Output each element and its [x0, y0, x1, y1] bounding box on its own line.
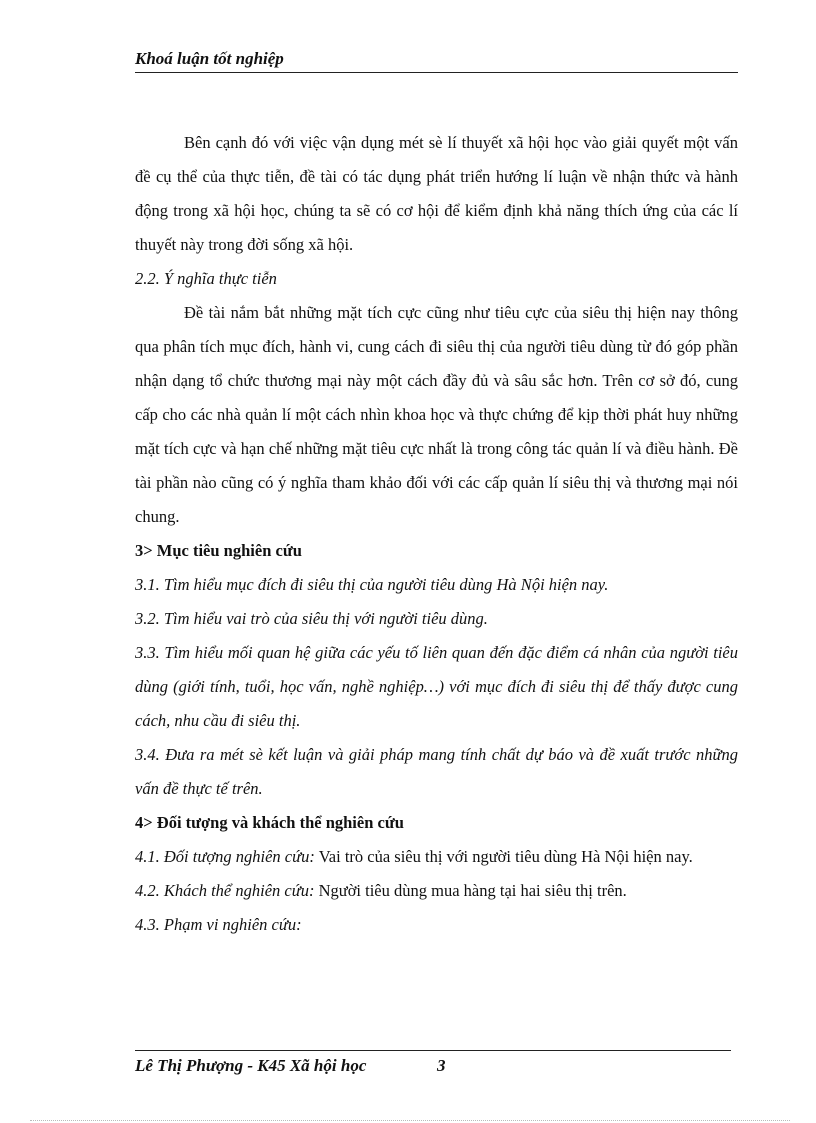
item-4-1-text: Vai trò của siêu thị với người tiêu dùng Hà Nội hiện nay. — [314, 847, 693, 866]
objective-3-2: 3.2. Tìm hiểu vai trò của siêu thị với người tiêu dùng. — [135, 609, 488, 628]
objective-3-1: 3.1. Tìm hiểu mục đích đi siêu thị của người tiêu dùng Hà Nội hiện nay. — [135, 575, 609, 594]
heading-2-2: 2.2. Ý nghĩa thực tiễn — [135, 269, 277, 288]
footer-author: Lê Thị Phượng - K45 Xã hội học — [135, 1056, 367, 1075]
item-4-3: 4.3. Phạm vi nghiên cứu: — [135, 915, 302, 934]
item-4-1-label: 4.1. Đối tượng nghiên cứu: — [135, 847, 315, 866]
page-bottom-divider — [30, 1120, 790, 1121]
paragraph-theory: Bên cạnh đó với việc vận dụng mét sè lí thuyết xã hội học vào giải quyết một vấn đề cụ thể của thực tiễn, đề tài có tác dụng phát triển hướng lí luận về nhận thức và hành động trong xã hội học, chúng ta sẽ có cơ hội để kiểm định khả năng thích ứng của các lí thuyết này trong đời sống xã hội. — [135, 133, 738, 254]
running-header: Khoá luận tốt nghiệp — [135, 49, 284, 68]
header-rule — [135, 72, 738, 73]
footer-rule — [135, 1050, 731, 1051]
heading-section-3: 3> Mục tiêu nghiên cứu — [135, 541, 302, 560]
item-4-2-label: 4.2. Khách thể nghiên cứu: — [135, 881, 315, 900]
item-4-1 — [135, 840, 738, 874]
paragraph-practical: Đề tài nắm bắt những mặt tích cực cũng như tiêu cực của siêu thị hiện nay thông qua phân tích mục đích, hành vi, cung cách đi siêu thị của người tiêu dùng từ đó góp phần nhận dạng tổ chức thương mại này một cách đầy đủ và sâu sắc hơn. Trên cơ sở đó, cung cấp cho các nhà quản lí một cách nhìn khoa học và thực chứng để kịp thời phát huy những mặt tích cực và hạn chế những mặt tiêu cực nhất là trong công tác quản lí và điều hành. Đề tài phần nào cũng có ý nghĩa tham khảo đối với các cấp quản lí siêu thị và thương mại nói chung. — [135, 303, 738, 526]
item-4-2 — [135, 874, 738, 908]
body-content — [135, 126, 738, 942]
objective-3-3: 3.3. Tìm hiểu mối quan hệ giữa các yếu tố liên quan đến đặc điểm cá nhân của người tiêu dùng (giới tính, tuổi, học vấn, nghề nghiệp…) với mục đích đi siêu thị để thấy được cung cách, nhu cầu đi siêu thị. — [135, 643, 738, 730]
objective-3-4: 3.4. Đưa ra mét sè kết luận và giải pháp mang tính chất dự báo và đề xuất trước những vấn đề thực tế trên. — [135, 745, 738, 798]
item-4-2-text: Người tiêu dùng mua hàng tại hai siêu thị trên. — [314, 881, 627, 900]
heading-section-4: 4> Đối tượng và khách thể nghiên cứu — [135, 813, 404, 832]
running-footer — [135, 1055, 735, 1077]
page-number: 3 — [437, 1056, 446, 1075]
